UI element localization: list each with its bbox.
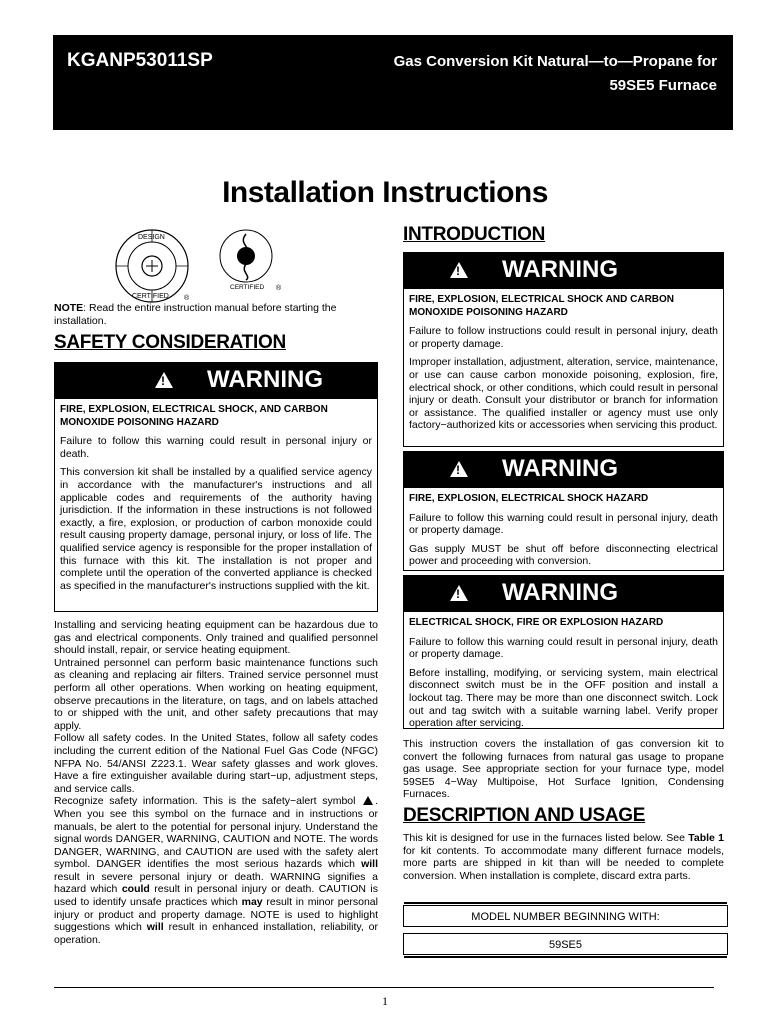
- csa-certified-logo: [210, 226, 290, 294]
- warning-detail: Improper installation, adjustment, alteration, service, maintenance, or use can cause carbon monoxide poisoning, explosion, fire, electrical shock, or other conditions, which could result in personal injury or death. Consult your distributor or branch for information or assistance. The qualified installer or agency must use only factory−authorized kits or accessories when servicing this product.: [409, 356, 718, 432]
- warning-consequence: Failure to follow instructions could result in personal injury, death or property damage.: [409, 325, 718, 350]
- safety-text-span: result in severe personal injury or death. WARNING signifies a hazard which: [54, 870, 378, 896]
- document-title: Installation Instructions: [222, 176, 548, 209]
- note-paragraph: [54, 302, 378, 327]
- hazard-title: FIRE, EXPLOSION, ELECTRICAL SHOCK, AND CARBON MONOXIDE POISONING HAZARD: [60, 404, 328, 428]
- csa-text-certified: CERTIFIED: [230, 284, 265, 291]
- csa-registered-mark: ®: [276, 285, 282, 292]
- warning-triangle-icon: [155, 372, 173, 388]
- warning-triangle-icon: [450, 585, 468, 601]
- safety-text-span: Recognize safety information. This is the safety−alert symbol: [54, 795, 356, 808]
- model-table-value: 59SE5: [403, 933, 728, 955]
- description-span: This kit is designed for use in the furnaces listed below. See: [403, 832, 689, 844]
- warning-consequence: Failure to follow this warning could result in personal injury or death.: [60, 435, 372, 460]
- description-text: [403, 832, 724, 882]
- header-bar: [53, 35, 733, 130]
- design-certified-logo: [112, 226, 192, 306]
- safety-text: [54, 619, 378, 946]
- warning-consequence: Failure to follow this warning could result in personal injury, death or property damage.: [409, 635, 718, 661]
- warning-bar: [55, 363, 377, 399]
- note-label: NOTE: [54, 302, 84, 314]
- warning-detail: This conversion kit shall be installed by a qualified service agency in accordance with the manufacturer's instructions and all applicable codes and requirements of the authority having jurisdiction. If the information in these instructions is not followed exactly, a fire, explosion, or production of carbon monoxide could result causing property damage, personal injury, or loss of life. The qualified service agency is responsible for the proper installation of this furnace with this kit. The installation is not proper and complete until the operation of the converted appliance is checked as specified in the manufacturer's instructions supplied with the kit.: [60, 466, 372, 592]
- introduction-paragraph: This instruction covers the installation of gas conversion kit to convert the following furnaces from natural gas usage to propane gas usage. See appropriate section for your furnace type, model 59SE5 4−Way Multipoise, Hot Surface Ignition, Condensing Furnaces.: [403, 738, 724, 801]
- kit-title-line1: Gas Conversion Kit Natural—to—Propane for: [393, 53, 717, 70]
- description-heading: DESCRIPTION AND USAGE: [403, 805, 646, 826]
- safety-paragraph-1: Installing and servicing heating equipment can be hazardous due to gas and electrical components. Only trained and qualified personnel should install, repair, or service heating equipment.: [54, 619, 378, 657]
- kit-title: [394, 50, 717, 98]
- warning-label: WARNING: [502, 256, 618, 283]
- emphasis-word: may: [241, 896, 263, 909]
- safety-paragraph-2: Untrained personnel can perform basic maintenance functions such as cleaning and replacing air filters. Trained service personnel must perform all other operations. When working on heating equipment, observe precautions in the literature, on tags, and on labels attached to or shipped with the unit, and other safety precautions that may apply.: [54, 656, 378, 732]
- safety-alert-icon: [363, 796, 373, 805]
- table-reference: Table 1: [688, 832, 724, 844]
- warning-box-gas-supply: [403, 451, 724, 571]
- note-text: : Read the entire instruction manual before starting the installation.: [54, 302, 337, 327]
- emphasis-word: will: [146, 921, 164, 934]
- warning-label: WARNING: [207, 366, 323, 393]
- safety-text-span: result in personal injury or death. CAUTION is used to identify unsafe practices which: [54, 883, 378, 909]
- footer-rule: [54, 987, 714, 988]
- introduction-heading: INTRODUCTION: [403, 224, 546, 245]
- safety-heading: SAFETY CONSIDERATION: [54, 332, 286, 353]
- safety-paragraph-3: Follow all safety codes. In the United States, follow all safety codes including the current edition of the National Fuel Gas Code (NFGC) NFPA No. 54/ANSI Z223.1. Wear safety glasses and work gloves. Have a fire extinguisher available during start−up, adjustment steps, and service calls.: [54, 732, 378, 795]
- warning-bar: [404, 253, 723, 289]
- kit-title-line2: 59SE5 Furnace: [609, 77, 717, 94]
- emphasis-word: could: [121, 883, 150, 896]
- warning-bar: [404, 452, 723, 488]
- logo-text-certified: CERTIFIED: [132, 293, 169, 300]
- model-table-header: MODEL NUMBER BEGINNING WITH:: [403, 905, 728, 927]
- warning-label: WARNING: [502, 455, 618, 482]
- safety-text-span: result in enhanced installation, reliability, or operation.: [54, 921, 378, 946]
- page-number: 1: [382, 994, 388, 1008]
- warning-triangle-icon: [450, 461, 468, 477]
- warning-label: WARNING: [502, 579, 618, 606]
- logo-registered-mark: ®: [184, 295, 190, 302]
- safety-text-span: result in minor personal injury or product and property damage. NOTE is used to highlight suggestions which: [54, 896, 378, 934]
- logo-text-design: DESIGN: [138, 234, 165, 241]
- warning-bar: [404, 576, 723, 612]
- emphasis-word: will: [361, 858, 378, 871]
- introduction-text: [403, 738, 724, 801]
- description-span: for kit contents. To accommodate many different furnace models, more parts are shipped in kit than will be needed to complete conversion. When installation is complete, discard extra parts.: [403, 844, 724, 882]
- hazard-title: FIRE, EXPLOSION, ELECTRICAL SHOCK HAZARD: [409, 493, 649, 504]
- warning-box-intro: [403, 252, 724, 447]
- description-paragraph: [403, 832, 724, 882]
- warning-detail: Before installing, modifying, or servicing system, main electrical disconnect switch must be in the OFF position and install a lockout tag. There may be more than one disconnect switch. Lock out and tag switch with a suitable warning label. Verify proper operation after servicing.: [409, 666, 718, 730]
- safety-text-span: . When you see this symbol on the furnace and in instructions or manuals, be alert to the potential for personal injury. Understand the signal words DANGER, WARNING, CAUTION and NOTE. The words DANGER, WARNING, and CAUTION are used with the safety alert symbol. DANGER identifies the most serious hazards which: [54, 795, 379, 871]
- warning-box-safety: [54, 362, 378, 612]
- safety-paragraph-4: [54, 795, 378, 946]
- warning-triangle-icon: [450, 262, 468, 278]
- hazard-title: FIRE, EXPLOSION, ELECTRICAL SHOCK AND CARBON MONOXIDE POISONING HAZARD: [409, 294, 675, 318]
- model-code: KGANP53011SP: [67, 50, 213, 71]
- warning-consequence: Failure to follow this warning could result in personal injury, death or property damage.: [409, 511, 718, 537]
- hazard-title: ELECTRICAL SHOCK, FIRE OR EXPLOSION HAZARD: [409, 617, 664, 628]
- warning-detail: Gas supply MUST be shut off before disconnecting electrical power and proceeding with conversion.: [409, 542, 718, 568]
- warning-box-electrical: [403, 575, 724, 729]
